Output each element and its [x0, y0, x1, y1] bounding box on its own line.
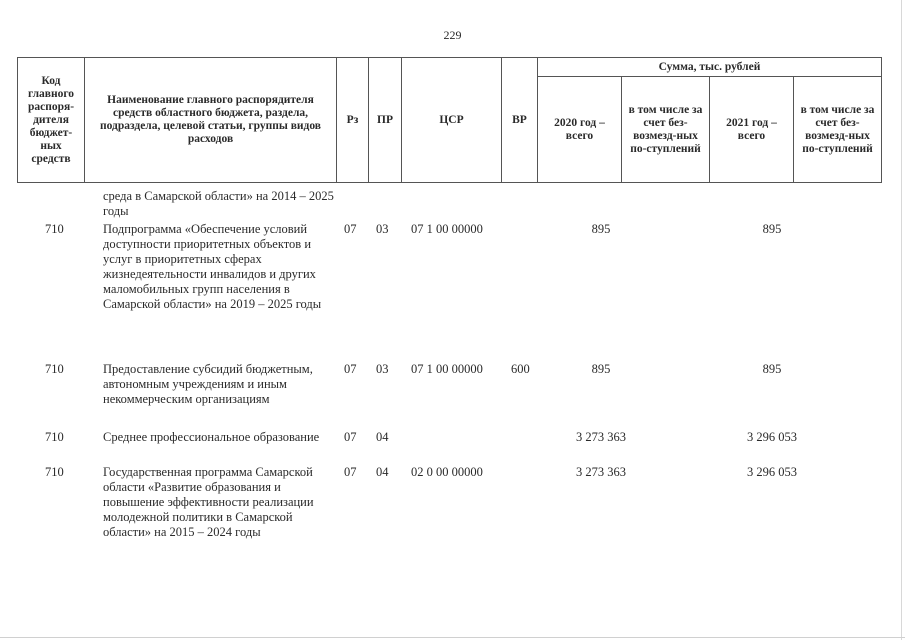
row-name: Среднее профессиональное образование	[103, 430, 320, 444]
row-pr: 04	[376, 430, 389, 444]
row-sum-2021: 895	[762, 222, 782, 236]
row-code: 710	[45, 465, 64, 479]
row-pr: 04	[376, 465, 389, 479]
row-pr: 03	[376, 222, 389, 236]
row-name: Предоставление субсидий бюджетным, автономным учреждениям и иным некоммерческим организациям	[103, 362, 313, 406]
scan-edge-bottom	[0, 637, 905, 638]
row-sum-2020: 3 273 363	[576, 430, 626, 444]
row-name: Государственная программа Самарской области «Развитие образования и повышение эффективности реализации молодежной политики в Самарской области» на 2015 – 2024 годы	[103, 465, 314, 539]
row-name: Подпрограмма «Обеспечение условий доступности приоритетных объектов и услуг в приоритетных сферах жизнедеятельности инвалидов и других маломобильных групп населения в Самарской области» на 2019 – 2025 годы	[103, 222, 322, 311]
row-sum-2020: 895	[591, 362, 611, 376]
header-code: Код главного распоря-дителя бюджет-ных средств	[18, 58, 85, 183]
header-2020-total: 2020 год – всего	[538, 77, 622, 183]
row-code: 710	[45, 222, 64, 236]
header-sum-group: Сумма, тыс. рублей	[538, 58, 882, 77]
row-csr: 07 1 00 00000	[411, 222, 483, 236]
row-csr: 07 1 00 00000	[411, 362, 483, 376]
header-vr: ВР	[502, 58, 538, 183]
row-code: 710	[45, 362, 64, 376]
row-sum-2020: 3 273 363	[576, 465, 626, 479]
row-sum-2020: 895	[591, 222, 611, 236]
row-code: 710	[45, 430, 64, 444]
header-csr: ЦСР	[402, 58, 502, 183]
header-rz: Рз	[337, 58, 369, 183]
row-rz: 07	[344, 222, 357, 236]
row-rz: 07	[344, 465, 357, 479]
row-vr: 600	[511, 362, 530, 376]
row-pr: 03	[376, 362, 389, 376]
row-rz: 07	[344, 362, 357, 376]
header-2021-total: 2021 год – всего	[710, 77, 794, 183]
row-rz: 07	[344, 430, 357, 444]
row-name: среда в Самарской области» на 2014 – 2025 годы	[103, 189, 334, 218]
header-2021-free: в том числе за счет без-возмезд-ных по-ступлений	[794, 77, 882, 183]
table-header	[17, 57, 882, 183]
row-sum-2021: 895	[762, 362, 782, 376]
row-sum-2021: 3 296 053	[747, 430, 797, 444]
row-sum-2021: 3 296 053	[747, 465, 797, 479]
header-pr: ПР	[369, 58, 402, 183]
header-name: Наименование главного распорядителя средств областного бюджета, раздела, подраздела, целевой статьи, группы видов расходов	[85, 58, 337, 183]
page-number: 229	[443, 28, 462, 42]
header-2020-free: в том числе за счет без-возмезд-ных по-ступлений	[622, 77, 710, 183]
scan-edge-right	[901, 0, 902, 640]
row-csr: 02 0 00 00000	[411, 465, 483, 479]
